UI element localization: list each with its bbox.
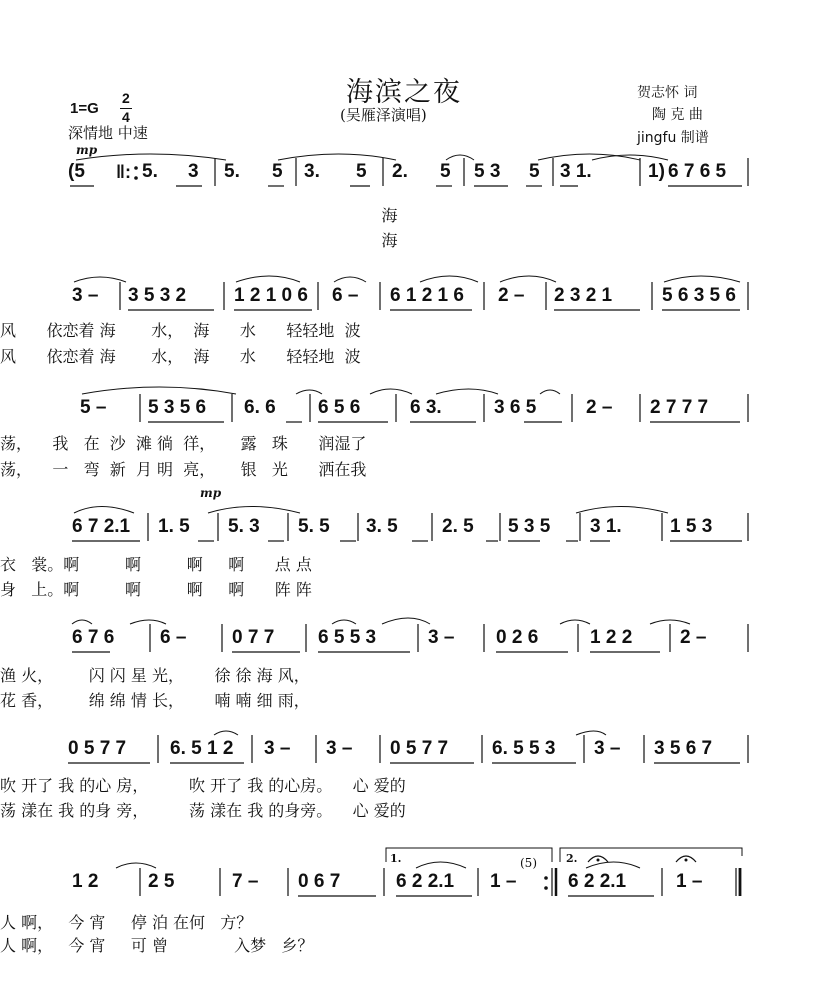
system-1-lyrics-verse-1: 海 (0, 206, 398, 225)
system-3-lyrics-verse-2: 荡， 一 弯 新 月 明 亮， 银 光 洒在我 (0, 460, 367, 479)
repeat-dots (134, 166, 548, 890)
system-4-lyrics-verse-2: 身 上。啊 啊 啊 啊 阵 阵 (0, 580, 312, 599)
system-5-notes: 6 7 6 6 – 0 7 7 6 5 5 3 3 – 0 2 6 1 2 2 2 – (72, 627, 707, 648)
system-6-lyrics-verse-1: 吹 开了 我 的心 房， 吹 开了 我 的心房。 心 爱的 (0, 776, 406, 795)
volta-brackets (386, 848, 742, 862)
alt-note-5: (5) (520, 856, 537, 870)
key-signature: 1=G (70, 100, 99, 117)
system-3-notes: 5 – 5 3 5 6 6. 6 6 5 6 6 3. 3 6 5 2 – 2 7 7 7 (80, 397, 709, 418)
transcriber-credit: jingfu 制谱 (637, 130, 709, 146)
system-7-lyrics-verse-2: 人 啊， 今 宵 可 曾 入梦 乡？ (0, 936, 314, 955)
song-subtitle: (吴雁泽演唱) (340, 106, 427, 124)
system-5-lyrics-verse-1: 渔 火， 闪 闪 星 光， 徐 徐 海 风， (0, 666, 310, 685)
dynamic-mp-2: mp (200, 486, 222, 500)
time-signature-top: 2 (122, 90, 130, 106)
system-3-lyrics-verse-1: 荡， 我 在 沙 滩 徜 徉， 露 珠 润湿了 (0, 434, 367, 453)
time-signature-bottom: 4 (122, 109, 130, 125)
system-2-lyrics-verse-2: 风 依恋着 海 水， 海 水 轻轻地 波 (0, 347, 361, 366)
system-4-notes: 6 7 2.1 1. 5 5. 3 5. 5 3. 5 2. 5 5 3 5 3 1. 1 5 3 (72, 516, 713, 537)
system-1-notes: (5 ‖: 5. 3 5. 5 3. 5 2. 5 5 3 5 3 1. 1) 6 7 6 5 (68, 161, 727, 182)
system-6-notes: 0 5 7 7 6. 5 1 2 3 – 3 – 0 5 7 7 6. 5 5 3 3 – 3 5 6 7 (68, 738, 713, 759)
system-7-notes: 1 2 2 5 7 – 0 6 7 6 2 2.1 1 – 6 2 2.1 1 – (72, 871, 703, 892)
composer-credit: 陶 克 曲 (652, 107, 703, 123)
system-2-lyrics-verse-1: 风 依恋着 海 水， 海 水 轻轻地 波 (0, 321, 361, 340)
bar-lines (120, 158, 748, 896)
system-1-lyrics-verse-2: 海 (0, 231, 398, 250)
system-4-lyrics-verse-1: 衣 裳。啊 啊 啊 啊 点 点 (0, 555, 312, 574)
tempo-marking: 深情地 中速 (68, 124, 148, 142)
system-6-lyrics-verse-2: 荡 漾在 我 的身 旁， 荡 漾在 我 的身旁。 心 爱的 (0, 801, 406, 820)
volta-2-label: 2. (566, 852, 578, 865)
system-5-lyrics-verse-2: 花 香， 绵 绵 情 长， 喃 喃 细 雨， (0, 691, 310, 710)
volta-1-label: 1. (390, 852, 402, 865)
duration-underlines (68, 186, 742, 896)
dynamic-mp-1: mp (76, 143, 98, 157)
system-2-notes: 3 – 3 5 3 2 1 2 1 0 6 6 – 6 1 2 1 6 2 – 2 3 2 1 5 6 3 5 6 (72, 285, 736, 306)
system-7-lyrics-verse-1: 人 啊， 今 宵 停 泊 在何 方？ (0, 913, 253, 932)
lyricist-credit: 贺志怀 词 (637, 85, 698, 101)
fermata-icon (588, 856, 696, 862)
song-title: 海滨之夜 (346, 77, 462, 108)
slurs (72, 154, 740, 868)
